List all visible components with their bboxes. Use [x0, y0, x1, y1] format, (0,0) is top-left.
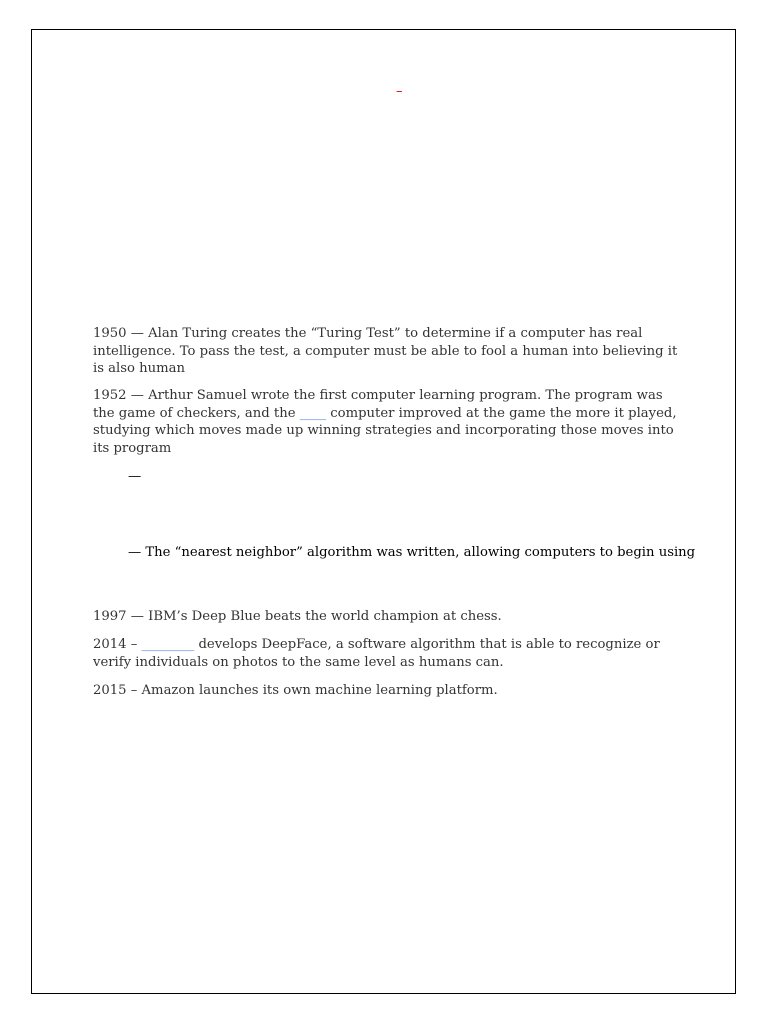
header-mark: –: [396, 84, 403, 99]
entry-1997-deep-blue: 1997 — IBM’s Deep Blue beats the world champion at chess.: [93, 609, 502, 624]
entry-nearest-neighbor: — The “nearest neighbor” algorithm was written, allowing computers to begin using: [128, 545, 696, 560]
fill-in-blank: ____: [299, 405, 327, 421]
entry-2014-deepface: [93, 636, 683, 671]
entry-2015-amazon: 2015 – Amazon launches its own machine learning platform.: [93, 683, 498, 698]
entry-dash: —: [128, 469, 142, 484]
entry-1950-turing: 1950 — Alan Turing creates the “Turing Test” to determine if a computer has real intelligence. To pass the test, a computer must be able to fool a human into believing it is also human: [93, 326, 678, 376]
entry-1952-text-end: computer improved at the game the more it played, studying which moves made up winning strategies and incorporating those moves into its program: [93, 405, 677, 456]
document-page: [31, 29, 736, 994]
entry-2014-text-end: develops DeepFace, a software algorithm that is able to recognize or verify individuals on photos to the same level as humans can.: [93, 637, 660, 670]
entry-2014-text-start: 2014 –: [93, 637, 142, 652]
fill-in-blank: ________: [141, 637, 195, 652]
entry-1952-samuel: [93, 387, 683, 457]
entry-1952-text-start: 1952 — Arthur Samuel wrote the first computer learning program. The program was the game of checkers, and the: [93, 388, 663, 421]
